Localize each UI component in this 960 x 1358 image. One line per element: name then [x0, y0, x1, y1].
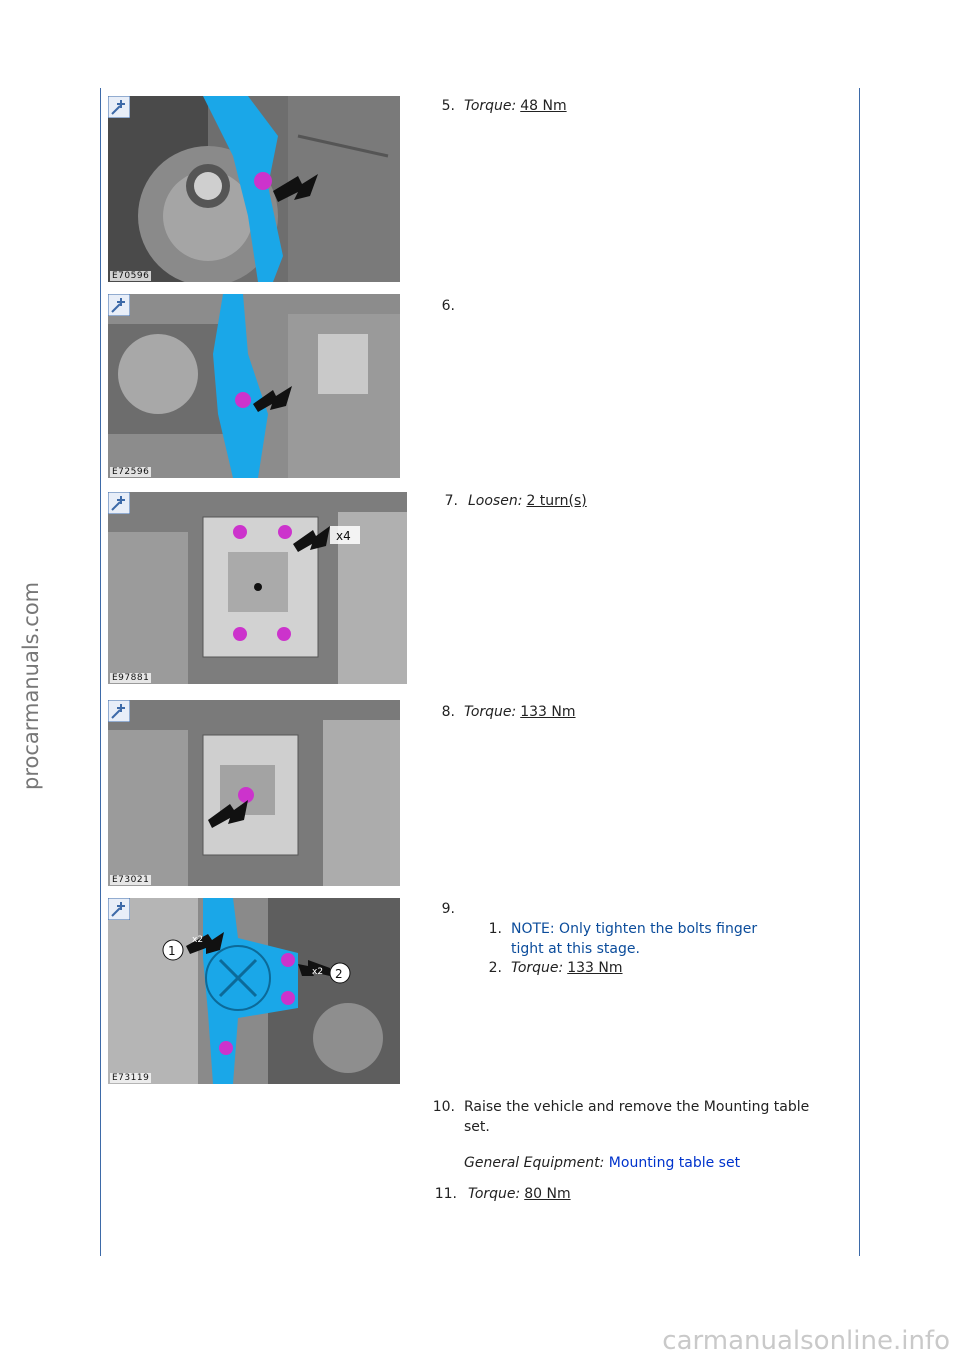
footer-watermark-text: carmanualsonline.info	[662, 1326, 950, 1356]
footer-watermark	[662, 1326, 950, 1356]
step-number: 11.	[434, 1186, 457, 1202]
callout-1: 1	[168, 944, 176, 958]
figure-code: E72596	[112, 467, 150, 477]
step-number: 8.	[441, 704, 455, 720]
loosen-value[interactable]: 2 turn(s)	[526, 493, 587, 509]
figure-step-5	[108, 96, 400, 282]
zoom-icon[interactable]	[108, 96, 130, 118]
right-border-rule	[859, 88, 860, 1256]
figure-code: E73119	[112, 1073, 150, 1083]
torque-value[interactable]: 48 Nm	[520, 98, 567, 114]
figure-code: E70596	[112, 271, 150, 281]
zoom-icon[interactable]	[108, 700, 130, 722]
left-border-rule	[100, 88, 101, 1256]
step-label: Torque:	[464, 704, 517, 720]
zoom-icon[interactable]	[108, 898, 130, 920]
callout-x2-right: x2	[312, 967, 324, 977]
figure-step-7	[108, 492, 407, 684]
note-line-1: NOTE: Only tighten the bolts finger	[511, 921, 758, 937]
callout-2: 2	[335, 967, 343, 981]
figure-step-6	[108, 294, 400, 478]
step-label: Loosen:	[468, 493, 523, 509]
figure-code: E73021	[112, 875, 150, 885]
figure-step-9	[108, 898, 400, 1084]
step-label: Torque:	[468, 1186, 521, 1202]
step-number: 9.	[441, 901, 455, 917]
equipment-link[interactable]: Mounting table set	[608, 1155, 741, 1171]
torque-value[interactable]: 80 Nm	[524, 1186, 571, 1202]
note-line-2: tight at this stage.	[511, 941, 640, 957]
equipment-label: General Equipment:	[464, 1155, 605, 1171]
substep-number: 1.	[488, 921, 502, 937]
step-text-line-1: Raise the vehicle and remove the Mounting table	[464, 1099, 810, 1115]
figure-step-8	[108, 700, 400, 886]
callout-x4: x4	[336, 529, 351, 543]
side-watermark	[8, 500, 48, 800]
side-watermark-text: procarmanuals.com	[19, 581, 43, 790]
step-label: Torque:	[464, 98, 517, 114]
step-number: 5.	[441, 98, 455, 114]
torque-value[interactable]: 133 Nm	[520, 704, 576, 720]
step-number: 10.	[432, 1099, 455, 1115]
step-number: 6.	[441, 298, 455, 314]
zoom-icon[interactable]	[108, 294, 130, 316]
torque-value[interactable]: 133 Nm	[567, 960, 623, 976]
callout-x2-left: x2	[192, 935, 204, 945]
figure-code: E97881	[112, 673, 150, 683]
step-label: Torque:	[511, 960, 564, 976]
zoom-icon[interactable]	[108, 492, 130, 514]
step-number: 7.	[444, 493, 458, 509]
substep-number: 2.	[488, 960, 502, 976]
step-text-line-2: set.	[464, 1119, 490, 1135]
